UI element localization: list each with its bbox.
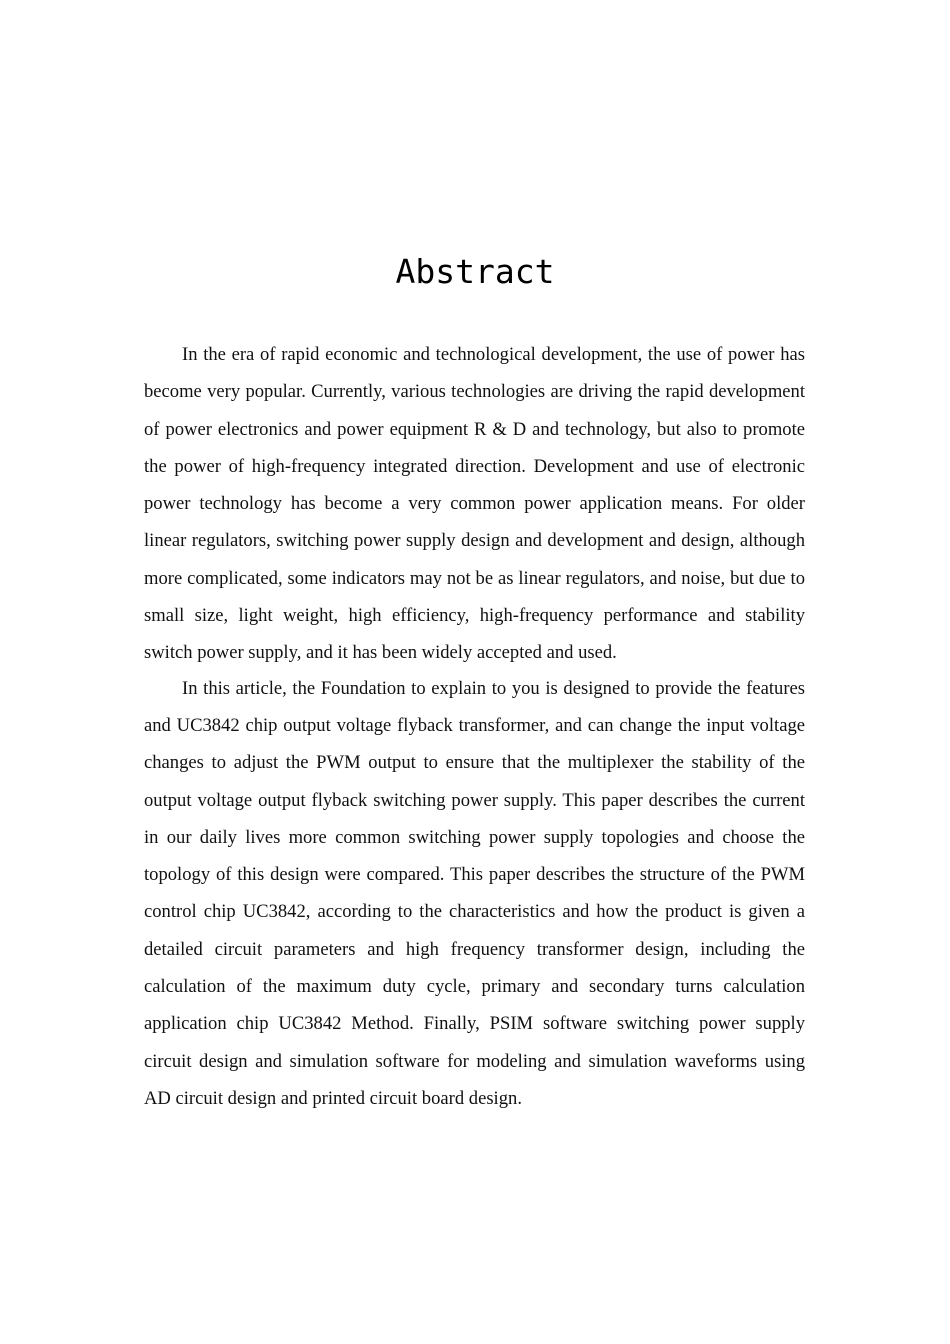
abstract-paragraph-2: In this article, the Foundation to explain to you is designed to provide the features and UC3842 chip output voltage flyback transformer, and can change the input voltage changes to adjust the PWM output to ensure that the multiplexer the stability of the output voltage output flyback switching power supply. This paper describes the current in our daily lives more common switching power supply topologies and choose the topology of this design were compared. This paper describes the structure of the PWM control chip UC3842, according to the characteristics and how the product is given a detailed circuit parameters and high frequency transformer design, including the calculation of the maximum duty cycle, primary and secondary turns calculation application chip UC3842 Method. Finally, PSIM software switching power supply circuit design and simulation software for modeling and simulation waveforms using AD circuit design and printed circuit board design. xyxy=(144,677,805,1109)
abstract-body xyxy=(144,336,805,1117)
abstract-paragraph-1: In the era of rapid economic and technological development, the use of power has become very popular. Currently, various technologies are driving the rapid development of power electronics and power equipment R & D and technology, but also to promote the power of high-frequency integrated direction. Development and use of electronic power technology has become a very common power application means. For older linear regulators, switching power supply design and development and design, although more complicated, some indicators may not be as linear regulators, and noise, but due to small size, light weight, high efficiency, high-frequency performance and stability switch power supply, and it has been widely accepted and used. xyxy=(144,344,805,664)
page-title: Abstract xyxy=(395,252,555,291)
